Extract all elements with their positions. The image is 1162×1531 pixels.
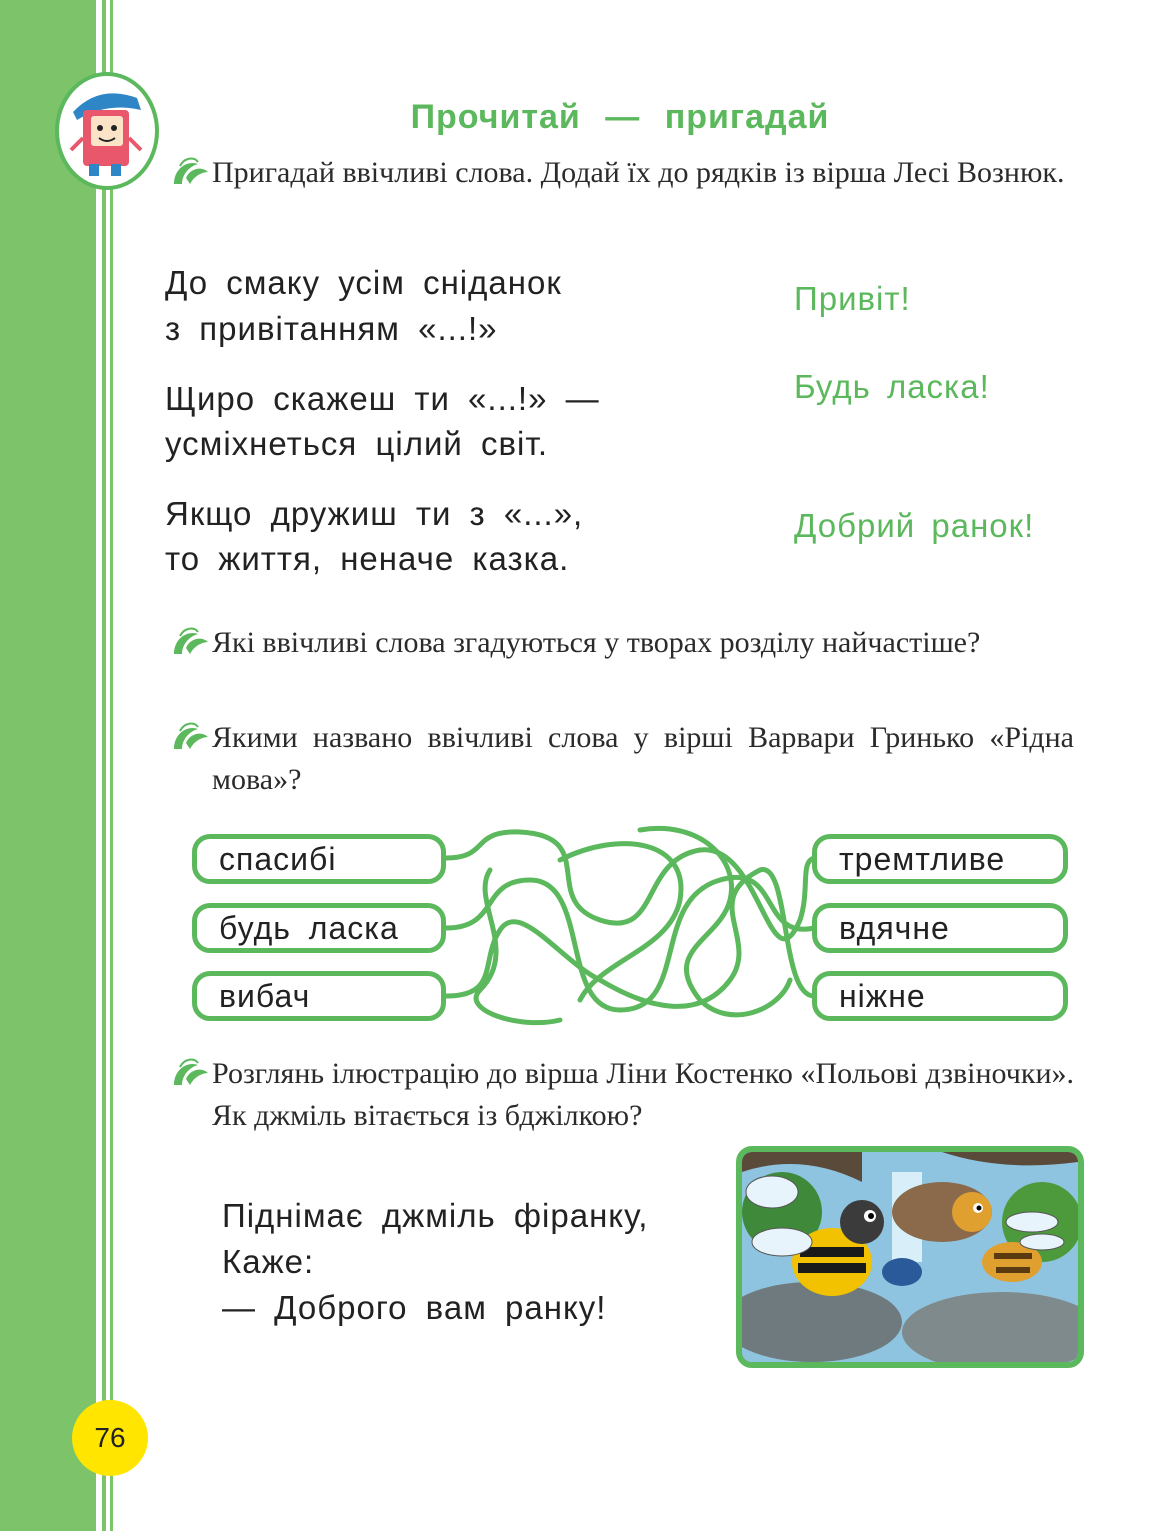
quote-line: — Доброго вам ранку! bbox=[222, 1289, 607, 1326]
quote-line: Каже: bbox=[222, 1243, 315, 1280]
poem-line: Щиро скажеш ти «...!» — bbox=[165, 380, 600, 417]
quote-line: Піднімає джміль фіранку, bbox=[222, 1197, 649, 1234]
answer-word: Добрий ранок! bbox=[794, 507, 1035, 544]
answer-word: Привіт! bbox=[794, 280, 911, 317]
match-left-box: вибач bbox=[192, 971, 446, 1021]
task-text: Якими названо ввічливі слова у вірші Варвари Гринько «Рідна мова»? bbox=[212, 721, 1074, 796]
answer-word: Будь ласка! bbox=[794, 368, 990, 405]
task-text: Розглянь ілюстрацію до вірша Ліни Костенко «Польові дзвіночки». Як джміль вітається із бджілкою? bbox=[212, 1057, 1074, 1132]
task-text: Пригадай ввічливі слова. Додай їх до рядків із вірша Лесі Вознюк. bbox=[212, 156, 1065, 189]
poem-line: то життя, неначе казка. bbox=[165, 540, 570, 577]
match-right-box: ніжне bbox=[812, 971, 1068, 1021]
match-right-box: тремтливе bbox=[812, 834, 1068, 884]
poem-line: До смаку усім сніданок bbox=[165, 264, 562, 301]
match-left-box: будь ласка bbox=[192, 903, 446, 953]
task-4 bbox=[168, 1053, 1074, 1137]
match-right-box: вдячне bbox=[812, 903, 1068, 953]
poem-line: усміхнеться цілий світ. bbox=[165, 425, 548, 462]
task-text: Які ввічливі слова згадуються у творах розділу найчастіше? bbox=[212, 626, 981, 659]
leaf-pencil-icon bbox=[168, 1055, 212, 1091]
bumblebee-and-bee-picture bbox=[742, 1152, 1078, 1362]
poem-line: Якщо дружиш ти з «...», bbox=[165, 495, 584, 532]
page-title: Прочитай — пригадай bbox=[410, 98, 830, 136]
bee-illustration bbox=[736, 1146, 1084, 1368]
poem-line: з привітанням «...!» bbox=[165, 310, 498, 347]
page-number: 76 bbox=[72, 1400, 148, 1476]
match-left-box: спасибі bbox=[192, 834, 446, 884]
